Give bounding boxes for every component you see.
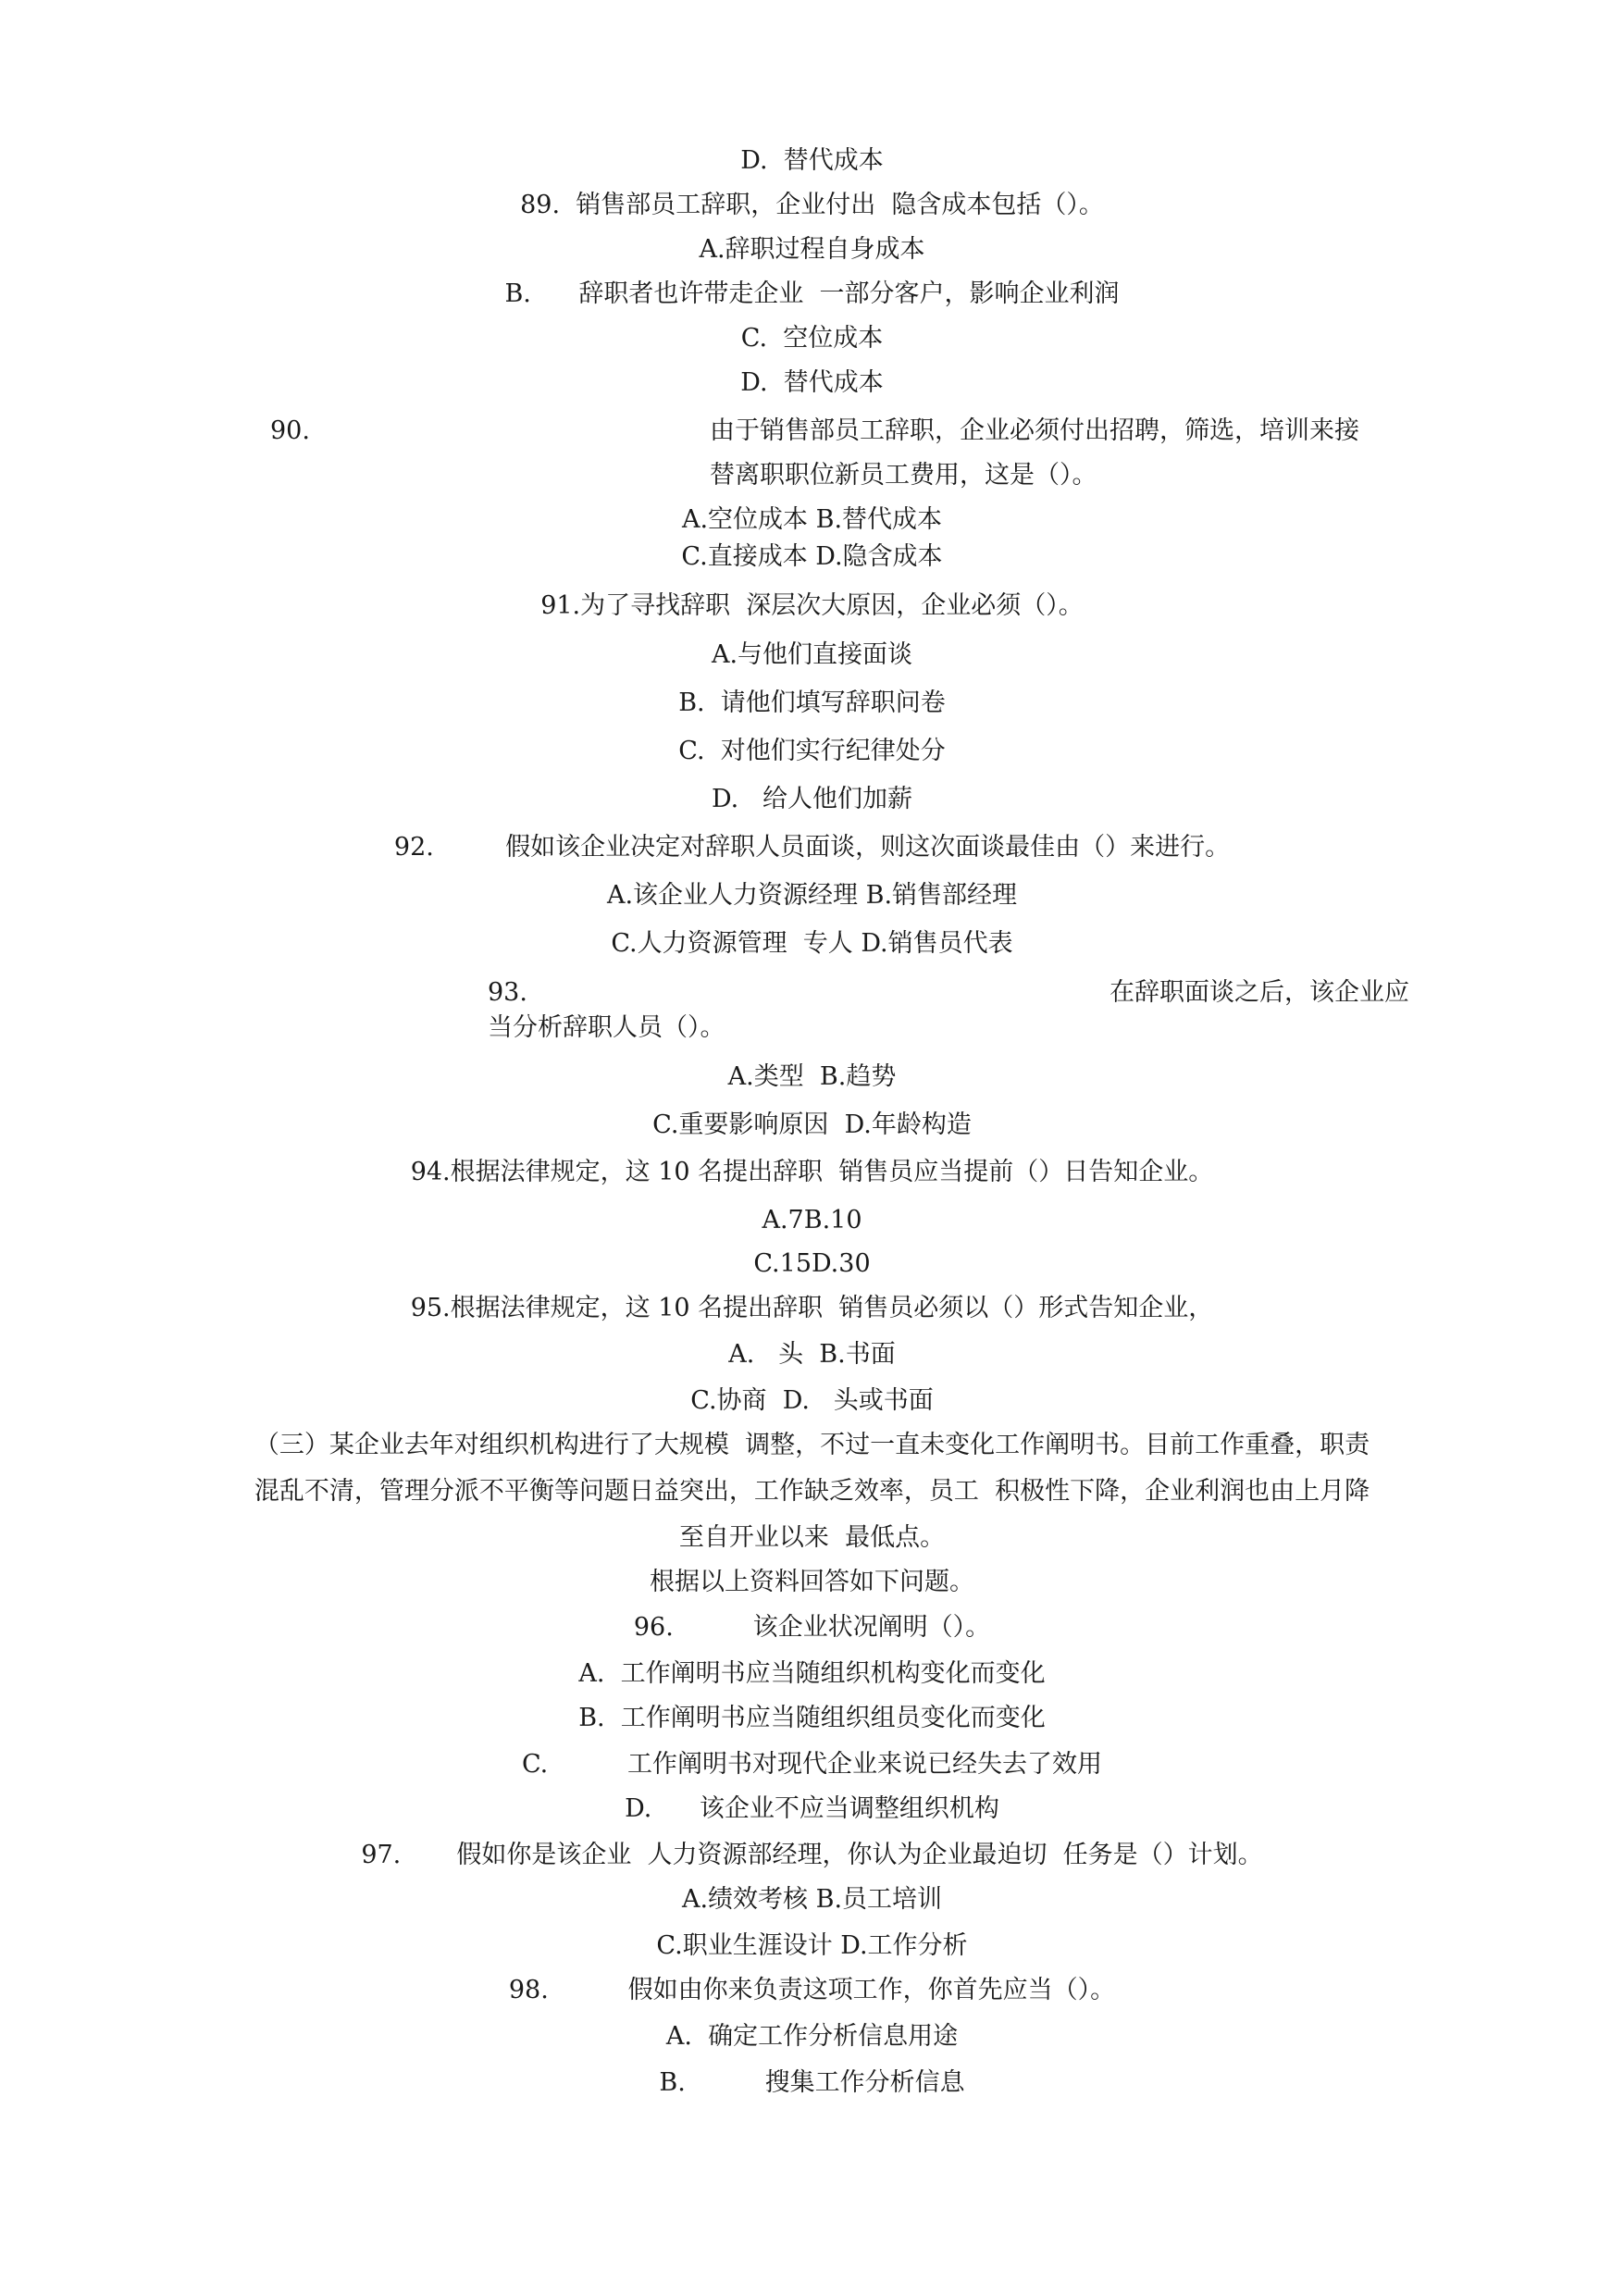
- question-text: 由于销售部员工辞职，企业必须付出招聘，筛选，培训来接: [710, 416, 1359, 445]
- question-text: 94.根据法律规定，这 10 名提出辞职 销售员应当提前（）日告知企业。: [410, 1158, 1214, 1186]
- option-text: D. 给人他们加薪: [711, 785, 912, 813]
- section-paragraph: 至自开业以来 最低点。: [678, 1523, 946, 1552]
- option-text: A.7B.10: [762, 1206, 862, 1234]
- question-text: 95.根据法律规定，这 10 名提出辞职 销售员必须以（）形式告知企业，: [410, 1294, 1214, 1322]
- question-text: 97. 假如你是该企业 人力资源部经理，你认为企业最迫切 任务是（）计划。: [361, 1841, 1263, 1869]
- section-paragraph: 混乱不清，管理分派不平衡等问题日益突出，工作缺乏效率，员工 积极性下降，企业利润也由上月降: [254, 1477, 1370, 1506]
- section-paragraph: （三）某企业去年对组织机构进行了大规模 调整，不过一直未变化工作阐明书。目前工作重叠，职责: [254, 1431, 1370, 1459]
- option-text: A. 确定工作分析信息用途: [665, 2022, 959, 2051]
- option-text: C.重要影响原因 D.年龄构造: [652, 1110, 972, 1139]
- option-text: A.绩效考核 B.员工培训: [681, 1885, 943, 1914]
- option-text: D. 替代成本: [740, 368, 884, 397]
- option-text: C.人力资源管理 专人 D.销售员代表: [611, 929, 1013, 958]
- option-text: A.该企业人力资源经理 B.销售部经理: [606, 881, 1018, 910]
- option-text: D. 该企业不应当调整组织机构: [625, 1794, 999, 1823]
- option-text: A.与他们直接面谈: [711, 640, 913, 669]
- option-text: B. 工作阐明书应当随组织组员变化而变化: [578, 1704, 1046, 1732]
- question-number: 93.: [488, 978, 527, 1007]
- option-text: C.15D.30: [753, 1249, 871, 1278]
- question-text: 替离职职位新员工费用，这是（）。: [710, 461, 1097, 490]
- instruction-text: 根据以上资料回答如下问题。: [650, 1568, 974, 1596]
- option-text: C.直接成本 D.隐含成本: [681, 542, 943, 571]
- question-text: 在辞职面谈之后，该企业应: [1110, 978, 1409, 1007]
- question-text: 98. 假如由你来负责这项工作，你首先应当（）。: [508, 1976, 1116, 2004]
- option-text: C.职业生涯设计 D.工作分析: [656, 1931, 968, 1960]
- option-text: A. 工作阐明书应当随组织机构变化而变化: [578, 1659, 1046, 1688]
- option-text: A. 头 B.书面: [728, 1340, 896, 1369]
- option-text: C.协商 D. 头或书面: [690, 1386, 934, 1415]
- option-text: B. 辞职者也许带走企业 一部分客户，影响企业利润: [504, 279, 1120, 308]
- option-text: C. 空位成本: [740, 324, 884, 353]
- option-text: C. 工作阐明书对现代企业来说已经失去了效用: [521, 1750, 1103, 1779]
- question-text: 当分析辞职人员（）。: [488, 1013, 725, 1042]
- question-text: 92. 假如该企业决定对辞职人员面谈，则这次面谈最佳由（）来进行。: [393, 833, 1231, 862]
- question-text: 96. 该企业状况阐明（）。: [633, 1613, 991, 1642]
- question-number: 90.: [270, 416, 310, 445]
- option-text: B. 搜集工作分析信息: [659, 2068, 965, 2097]
- question-text: 91.为了寻找辞职 深层次大原因，企业必须（）。: [540, 591, 1084, 620]
- option-text: A.类型 B.趋势: [727, 1062, 897, 1091]
- option-text: B. 请他们填写辞职问卷: [678, 688, 946, 717]
- question-text: 89. 销售部员工辞职，企业付出 隐含成本包括（）。: [520, 191, 1104, 219]
- option-text: A.空位成本 B.替代成本: [681, 505, 943, 534]
- option-text: D. 替代成本: [740, 146, 884, 175]
- option-text: A.辞职过程自身成本: [699, 235, 925, 264]
- option-text: C. 对他们实行纪律处分: [678, 737, 946, 765]
